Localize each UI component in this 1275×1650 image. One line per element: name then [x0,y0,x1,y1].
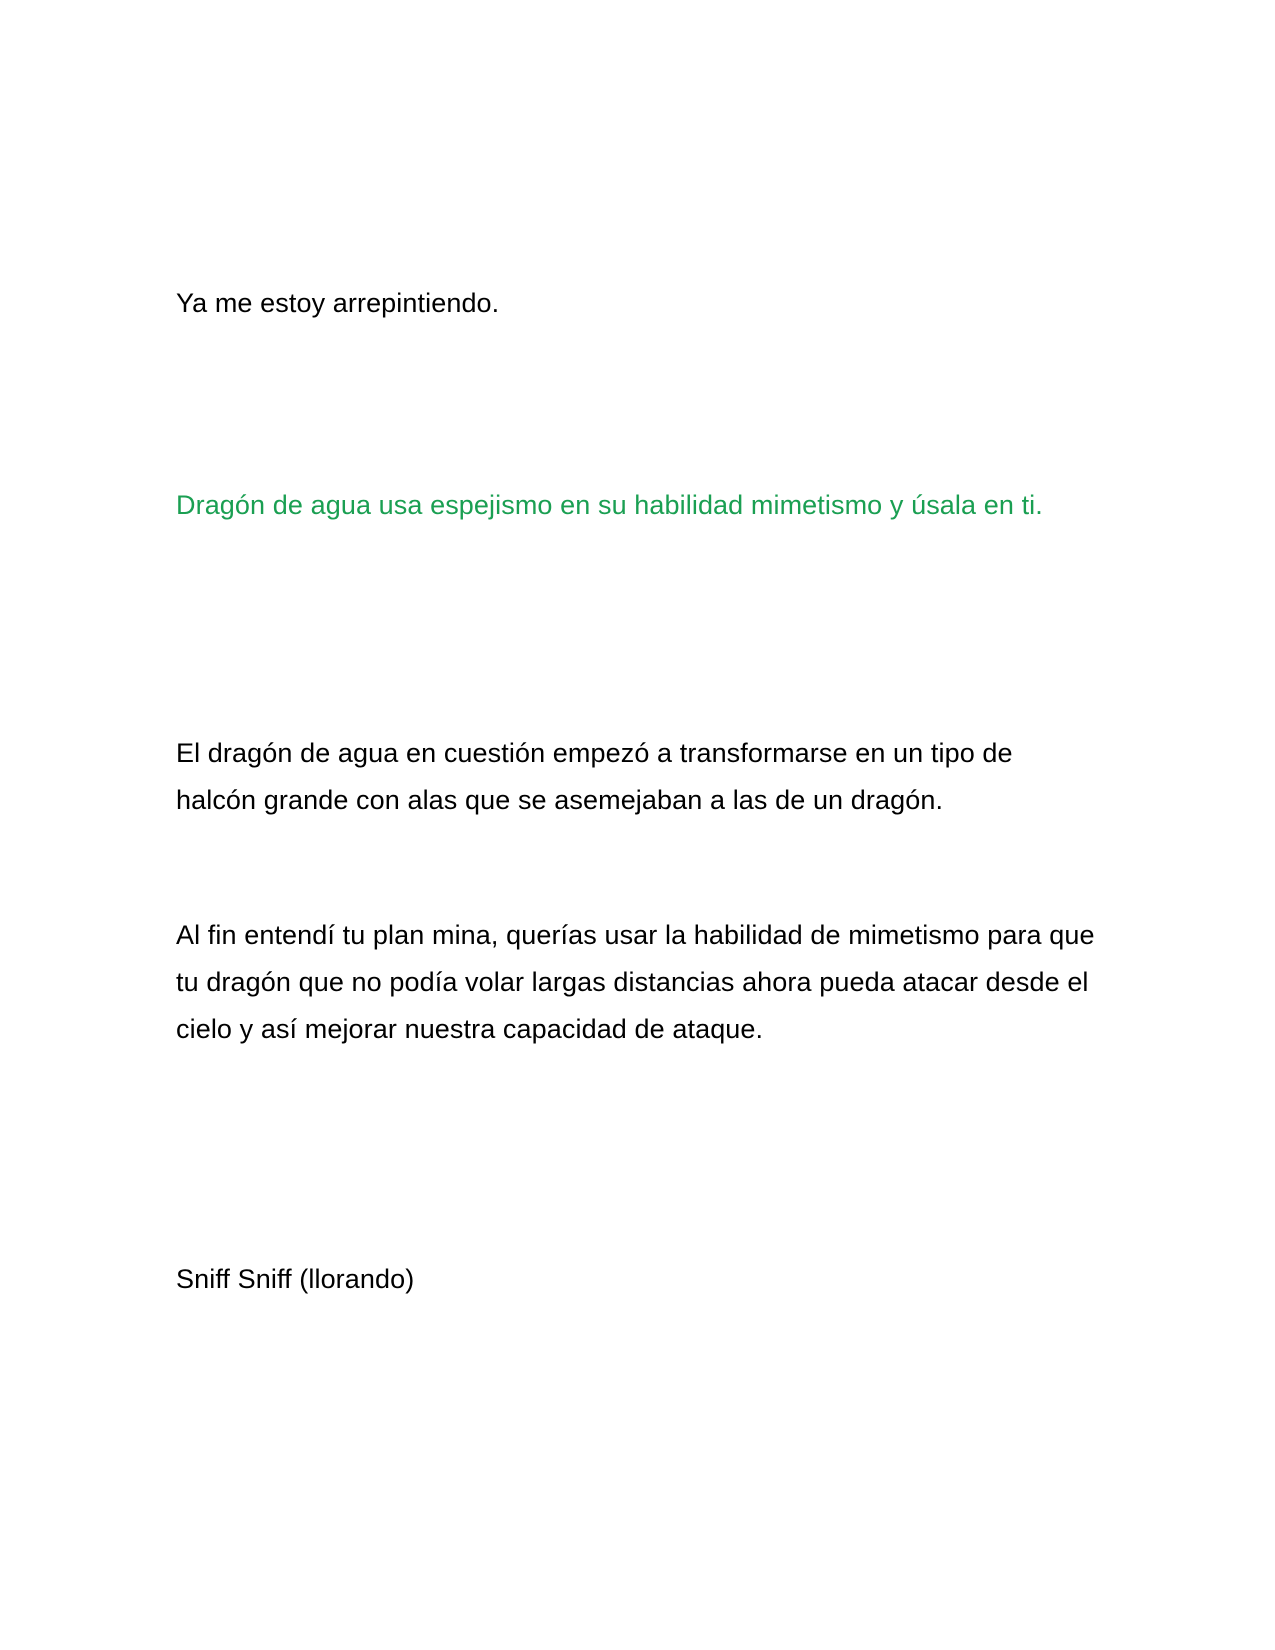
paragraph-3: El dragón de agua en cuestión empezó a transformarse en un tipo de halcón grande con alas que se asemejaban a las de un dragón. [176,738,1013,815]
paragraph-2-highlighted: Dragón de agua usa espejismo en su habilidad mimetismo y úsala en ti. [176,490,1043,520]
paragraph-1: Ya me estoy arrepintiendo. [176,288,500,318]
paragraph-5: Sniff Sniff (llorando) [176,1264,415,1294]
paragraph-4: Al fin entendí tu plan mina, querías usar la habilidad de mimetismo para que tu dragón que no podía volar largas distancias ahora pueda atacar desde el cielo y así mejorar nuestra capacidad de ataque. [176,920,1095,1044]
